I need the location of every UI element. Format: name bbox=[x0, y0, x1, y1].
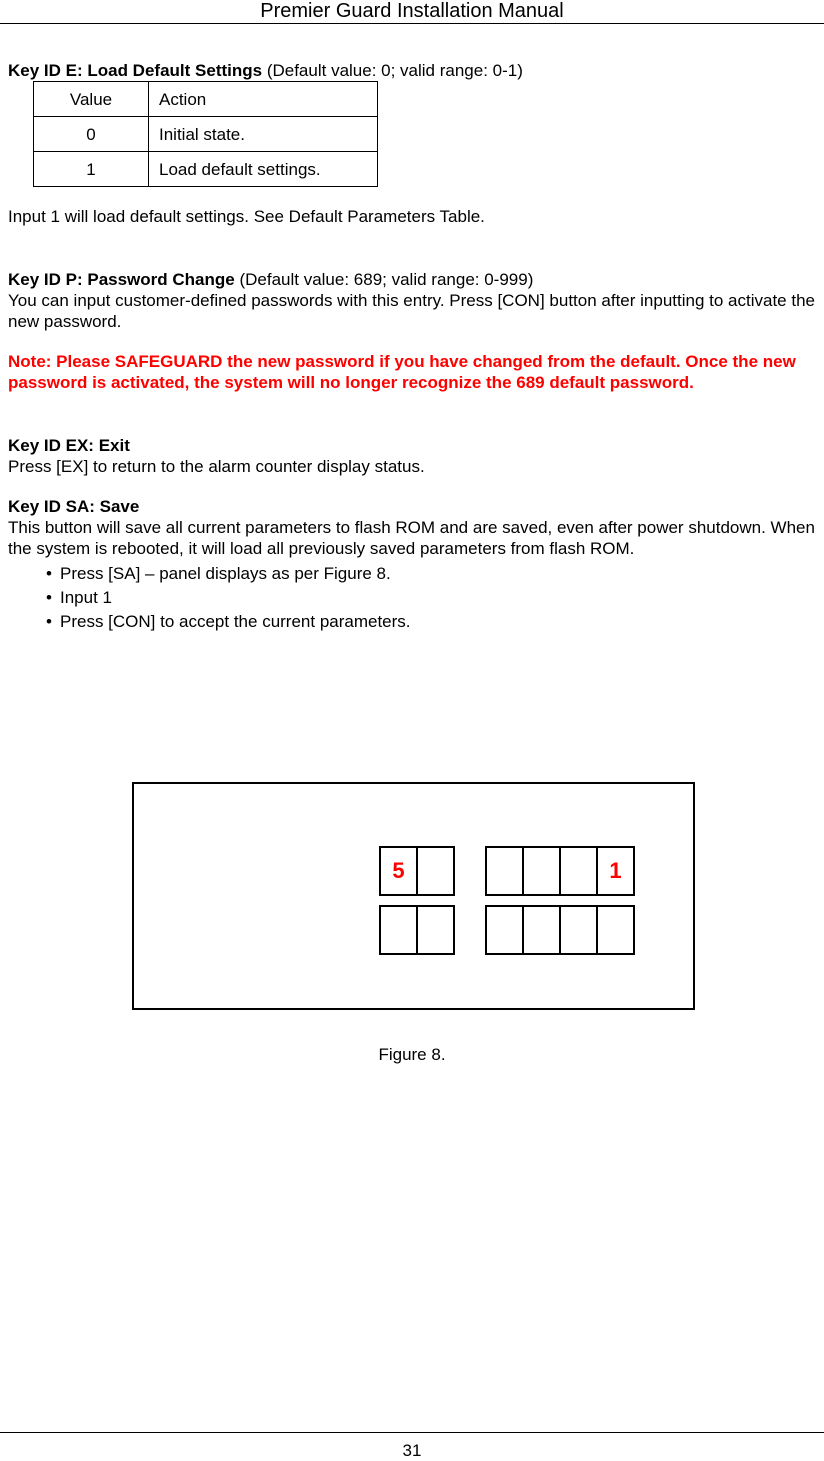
display-panel-figure bbox=[132, 782, 695, 1010]
display-top-left-group bbox=[379, 846, 453, 896]
page-header bbox=[0, 0, 824, 24]
display-digit bbox=[485, 846, 524, 896]
list-item: • Input 1 bbox=[60, 586, 818, 610]
display-digit bbox=[379, 905, 418, 955]
key-p-heading: Key ID P: Password Change bbox=[8, 270, 235, 289]
table-row bbox=[34, 117, 378, 152]
display-digit: 5 bbox=[379, 846, 418, 896]
table-header-value: Value bbox=[34, 82, 149, 117]
manual-title: Premier Guard Installation Manual bbox=[260, 0, 564, 22]
key-sa-heading: Key ID SA: Save bbox=[8, 497, 140, 516]
save-steps-list bbox=[8, 562, 818, 634]
display-digit bbox=[596, 905, 635, 955]
display-digit bbox=[485, 905, 524, 955]
footer-divider bbox=[0, 1432, 824, 1433]
display-top-right-group bbox=[485, 846, 633, 896]
table-cell-value: 0 bbox=[34, 117, 149, 152]
display-digit bbox=[416, 905, 455, 955]
key-e-title-line bbox=[8, 60, 818, 81]
table-header-action: Action bbox=[149, 82, 378, 117]
figure-caption: Figure 8. bbox=[378, 1045, 446, 1064]
list-item: • Press [CON] to accept the current parameters. bbox=[60, 610, 818, 634]
key-ex-heading: Key ID EX: Exit bbox=[8, 436, 130, 455]
table-cell-action: Load default settings. bbox=[149, 152, 378, 187]
key-e-note: Input 1 will load default settings. See Default Parameters Table. bbox=[8, 207, 485, 226]
display-bottom-right-group bbox=[485, 905, 633, 955]
key-p-title-line bbox=[8, 269, 818, 290]
display-digit bbox=[522, 846, 561, 896]
display-digit: 1 bbox=[596, 846, 635, 896]
key-ex-body: Press [EX] to return to the alarm counter display status. bbox=[8, 457, 425, 476]
key-e-heading: Key ID E: Load Default Settings bbox=[8, 61, 263, 80]
key-e-value-table bbox=[33, 81, 378, 187]
list-item: • Press [SA] – panel displays as per Figure 8. bbox=[60, 562, 818, 586]
display-digit bbox=[416, 846, 455, 896]
table-cell-action: Initial state. bbox=[149, 117, 378, 152]
page-content bbox=[8, 60, 818, 634]
table-header-row bbox=[34, 82, 378, 117]
display-digit bbox=[559, 846, 598, 896]
display-bottom-left-group bbox=[379, 905, 453, 955]
key-p-body: You can input customer-defined passwords with this entry. Press [CON] button after inputting to activate the new password. bbox=[8, 291, 815, 331]
page-number: 31 bbox=[402, 1441, 422, 1460]
table-row bbox=[34, 152, 378, 187]
key-e-meta: (Default value: 0; valid range: 0-1) bbox=[262, 61, 523, 80]
key-p-meta: (Default value: 689; valid range: 0-999) bbox=[234, 270, 534, 289]
key-sa-body: This button will save all current parameters to flash ROM and are saved, even after power shutdown. When the system is rebooted, it will load all previously saved parameters from flash ROM. bbox=[8, 518, 815, 558]
password-warning: Note: Please SAFEGUARD the new password if you have changed from the default. Once the new password is activated, the system will no longer recognize the 689 default password. bbox=[8, 352, 796, 392]
display-digit bbox=[559, 905, 598, 955]
table-cell-value: 1 bbox=[34, 152, 149, 187]
display-digit bbox=[522, 905, 561, 955]
